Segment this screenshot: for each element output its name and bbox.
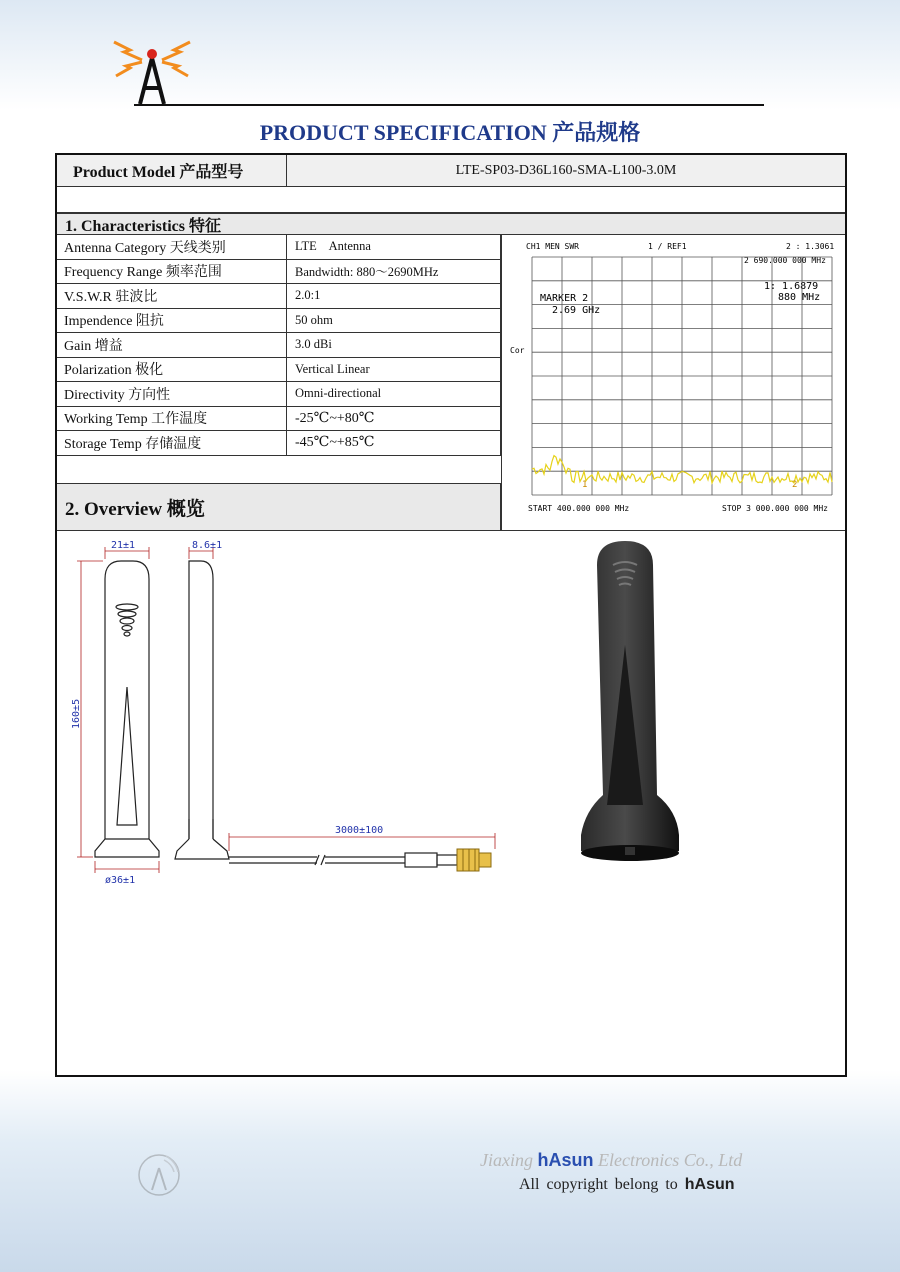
spec-row	[57, 358, 501, 383]
spec-value: -25℃~+80℃	[287, 407, 501, 431]
width-dimension: 21±1	[111, 540, 136, 551]
spec-label: Storage Temp 存储温度	[57, 431, 287, 455]
overview-title: 2. Overview 概览	[65, 498, 205, 520]
spec-value: Bandwidth: 880～2690MHz	[287, 260, 501, 284]
depth-dimension: 8.6±1	[192, 540, 223, 551]
spec-row	[57, 407, 501, 432]
spec-row	[57, 235, 501, 260]
plot-stop: STOP 3 000.000 000 MHz	[722, 504, 828, 513]
marker1-frequency: 880 MHz	[778, 292, 821, 303]
spec-value: -45℃~+85℃	[287, 431, 501, 455]
header-divider	[134, 104, 764, 106]
product-model-label: Product Model 产品型号	[57, 155, 287, 186]
plot-header-left: CH1 MEN SWR	[526, 242, 579, 251]
spec-label: Polarization 极化	[57, 358, 287, 382]
copyright-text: All copyright belong to	[519, 1176, 678, 1193]
company-suffix: Electronics Co., Ltd	[593, 1150, 743, 1170]
spec-row	[57, 284, 501, 309]
marker-frequency-ghz: 2.69 GHz	[552, 305, 601, 316]
spec-value: LTE Antenna	[287, 235, 501, 259]
base-dimension: ø36±1	[105, 875, 136, 886]
marker1-value: 1: 1.6879	[764, 281, 819, 292]
spec-table	[55, 153, 847, 1077]
overview-header	[57, 483, 501, 531]
technical-drawing	[65, 539, 505, 904]
spec-label: Directivity 方向性	[57, 382, 287, 406]
spec-value: Vertical Linear	[287, 358, 501, 382]
page-title: PRODUCT SPECIFICATION 产品规格	[259, 120, 641, 145]
spec-row	[57, 333, 501, 358]
spacer-row	[57, 187, 845, 213]
cable-length-dimension: 3000±100	[335, 825, 384, 836]
brand-name: hAsun	[537, 1150, 594, 1170]
vswr-plot	[501, 235, 845, 531]
spec-label: Frequency Range 频率范围	[57, 260, 287, 284]
spec-label: Impendence 阻抗	[57, 309, 287, 333]
company-name	[480, 1150, 742, 1171]
company-prefix: Jiaxing	[480, 1150, 538, 1170]
spec-row	[57, 431, 501, 456]
spec-value: Omni-directional	[287, 382, 501, 406]
spec-row	[57, 260, 501, 285]
characteristics-title: 1. Characteristics 特征	[65, 217, 221, 235]
spec-label: Gain 增益	[57, 333, 287, 357]
marker2-symbol: 2	[792, 480, 798, 490]
plot-start: START 400.000 000 MHz	[528, 504, 630, 513]
spec-value: 3.0 dBi	[287, 333, 501, 357]
marker-label: MARKER 2	[540, 293, 589, 304]
marker1-symbol: 1	[582, 480, 588, 490]
spec-label: Working Temp 工作温度	[57, 407, 287, 431]
spec-label: V.S.W.R 驻波比	[57, 284, 287, 308]
copyright-notice	[519, 1176, 735, 1194]
spec-row	[57, 309, 501, 334]
characteristics-header	[57, 213, 845, 235]
spec-row	[57, 382, 501, 407]
copyright-brand: hAsun	[684, 1176, 735, 1193]
company-logo-icon	[112, 36, 192, 111]
spec-label: Antenna Category 天线类别	[57, 235, 287, 259]
footer-logo-icon	[134, 1150, 184, 1205]
spec-value: 2.0:1	[287, 284, 501, 308]
plot-header-mid: 1 / REF1	[648, 242, 687, 251]
sma-connector-icon	[457, 849, 491, 871]
marker2-frequency: 2 690.000 000 MHz	[744, 256, 826, 265]
plot-y-label: Cor	[510, 346, 525, 355]
product-model-value: LTE-SP03-D36L160-SMA-L100-3.0M	[455, 162, 677, 178]
product-model-row	[57, 155, 845, 187]
spec-value: 50 ohm	[287, 309, 501, 333]
plot-header-right: 2 : 1.3061	[786, 242, 835, 251]
antenna-product-photo	[567, 535, 697, 880]
height-dimension: 160±5	[71, 698, 82, 729]
